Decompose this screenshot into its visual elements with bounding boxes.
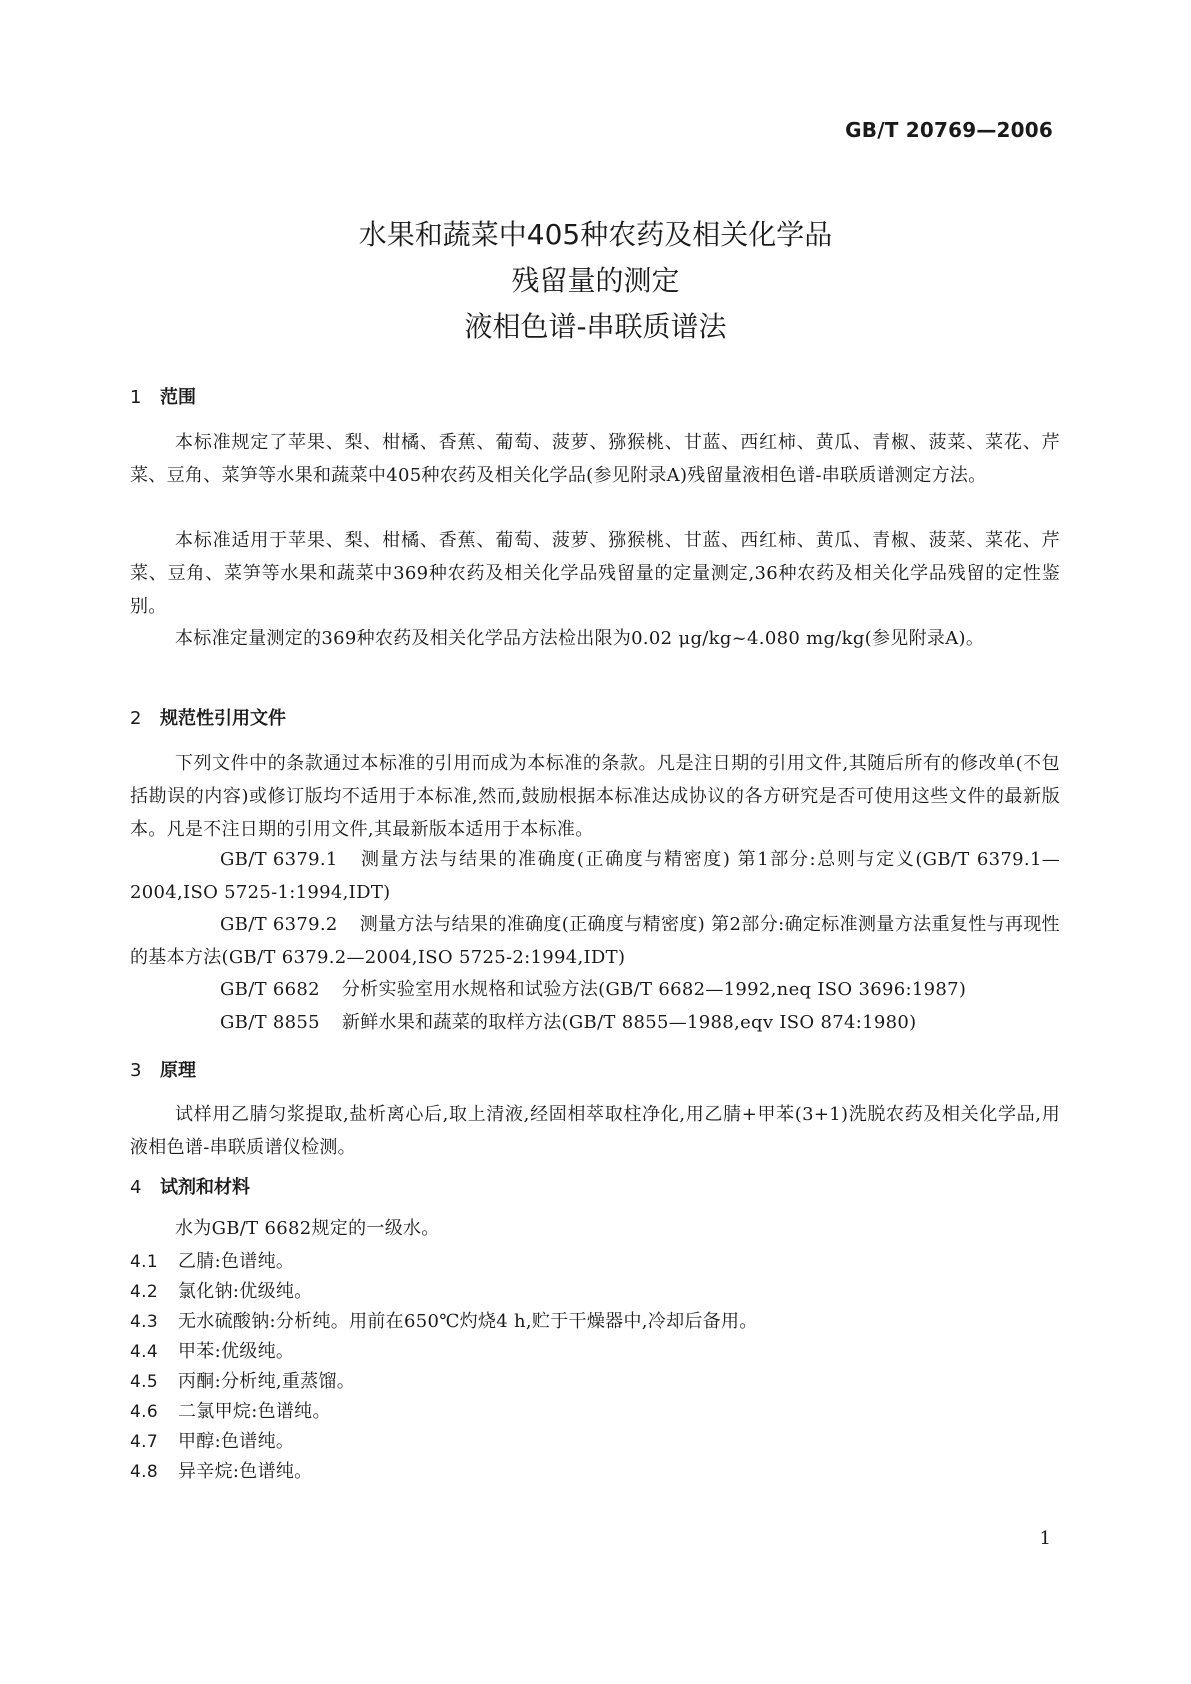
section-number: 4: [130, 1177, 142, 1198]
reference-code: GB/T 8855: [220, 1012, 320, 1033]
reference-code: GB/T 6379.1: [220, 849, 338, 870]
item-number: 4.6: [130, 1402, 158, 1422]
item-text: 甲醇:色谱纯。: [178, 1431, 295, 1452]
list-item: [130, 1307, 758, 1337]
list-item: [130, 1277, 312, 1307]
title-line-3: 液相色谱-串联质谱法: [464, 310, 727, 343]
reference-item: [130, 973, 1060, 1006]
list-item: [130, 1247, 294, 1277]
item-text: 氯化钠:优级纯。: [178, 1281, 313, 1302]
reference-item: [130, 843, 1060, 909]
section-1-heading: [130, 385, 196, 411]
item-number: 4.3: [130, 1312, 158, 1332]
document-title: [0, 212, 1191, 350]
item-number: 4.2: [130, 1282, 158, 1302]
section-number: 1: [130, 387, 142, 408]
section-title: 范围: [160, 387, 196, 408]
reference-item: [130, 908, 1060, 974]
list-item: [130, 1397, 331, 1427]
title-line-2: 残留量的测定: [511, 264, 680, 297]
section-title: 规范性引用文件: [160, 708, 286, 729]
item-text: 丙酮:分析纯,重蒸馏。: [178, 1371, 356, 1392]
list-item: [130, 1337, 294, 1367]
page-number: 1: [1039, 1528, 1051, 1549]
item-number: 4.4: [130, 1342, 158, 1362]
reference-text: 测量方法与结果的准确度(正确度与精密度) 第2部分:确定标准测量方法重复性与再现性的基本方法(GB/T 6379.2—2004,ISO 5725-2:1994,IDT): [130, 914, 1060, 968]
section-number: 3: [130, 1060, 142, 1081]
section-1-paragraph-3: 本标准定量测定的369种农药及相关化学品方法检出限为0.02 μg/kg~4.080 mg/kg(参见附录A)。: [175, 628, 985, 649]
title-line-1: 水果和蔬菜中405种农药及相关化学品: [358, 218, 833, 251]
section-number: 2: [130, 708, 142, 729]
section-4-heading: [130, 1175, 250, 1201]
list-item: [130, 1427, 294, 1457]
item-text: 甲苯:优级纯。: [178, 1341, 295, 1362]
list-item: [130, 1367, 355, 1397]
item-text: 异辛烷:色谱纯。: [178, 1461, 313, 1482]
item-text: 乙腈:色谱纯。: [178, 1251, 295, 1272]
item-text: 二氯甲烷:色谱纯。: [178, 1401, 331, 1422]
item-text: 无水硫酸钠:分析纯。用前在650℃灼烧4 h,贮于干燥器中,冷却后备用。: [178, 1311, 758, 1332]
standard-number: GB/T 20769—2006: [845, 118, 1053, 142]
item-number: 4.1: [130, 1252, 158, 1272]
section-3-paragraph-1: 试样用乙腈匀浆提取,盐析离心后,取上清液,经固相萃取柱净化,用乙腈+甲苯(3+1)洗脱农药及相关化学品,用液相色谱-串联质谱仪检测。: [130, 1104, 1060, 1158]
reference-text: 分析实验室用水规格和试验方法(GB/T 6682—1992,neq ISO 3696:1987): [341, 979, 967, 1000]
section-title: 原理: [160, 1060, 196, 1081]
item-number: 4.8: [130, 1462, 158, 1482]
list-item: [130, 1457, 312, 1487]
section-2-paragraph-1: 下列文件中的条款通过本标准的引用而成为本标准的条款。凡是注日期的引用文件,其随后所有的修改单(不包括勘误的内容)或修订版均不适用于本标准,然而,鼓励根据本标准达成协议的各方研究是否可使用这些文件的最新版本。凡是不注日期的引用文件,其最新版本适用于本标准。: [130, 753, 1060, 840]
reference-text: 测量方法与结果的准确度(正确度与精密度) 第1部分:总则与定义(GB/T 6379.1—2004,ISO 5725-1:1994,IDT): [130, 849, 1060, 903]
reference-item: [130, 1006, 1060, 1039]
section-1-paragraph-1: 本标准规定了苹果、梨、柑橘、香蕉、葡萄、菠萝、猕猴桃、甘蓝、西红柿、黄瓜、青椒、菠菜、菜花、芹菜、豆角、菜笋等水果和蔬菜中405种农药及相关化学品(参见附录A)残留量液相色谱-串联质谱测定方法。: [130, 432, 1060, 486]
section-title: 试剂和材料: [160, 1177, 250, 1198]
item-number: 4.5: [130, 1372, 158, 1392]
reference-text: 新鲜水果和蔬菜的取样方法(GB/T 8855—1988,eqv ISO 874:1980): [341, 1012, 917, 1033]
reference-code: GB/T 6682: [220, 979, 320, 1000]
section-3-heading: [130, 1058, 196, 1084]
reference-code: GB/T 6379.2: [220, 914, 338, 935]
section-4-intro: 水为GB/T 6682规定的一级水。: [175, 1218, 440, 1239]
section-2-heading: [130, 706, 286, 732]
item-number: 4.7: [130, 1432, 158, 1452]
section-1-paragraph-2: 本标准适用于苹果、梨、柑橘、香蕉、葡萄、菠萝、猕猴桃、甘蓝、西红柿、黄瓜、青椒、菠菜、菜花、芹菜、豆角、菜笋等水果和蔬菜中369种农药及相关化学品残留量的定量测定,36种农药及相关化学品残留的定性鉴别。: [130, 530, 1060, 617]
